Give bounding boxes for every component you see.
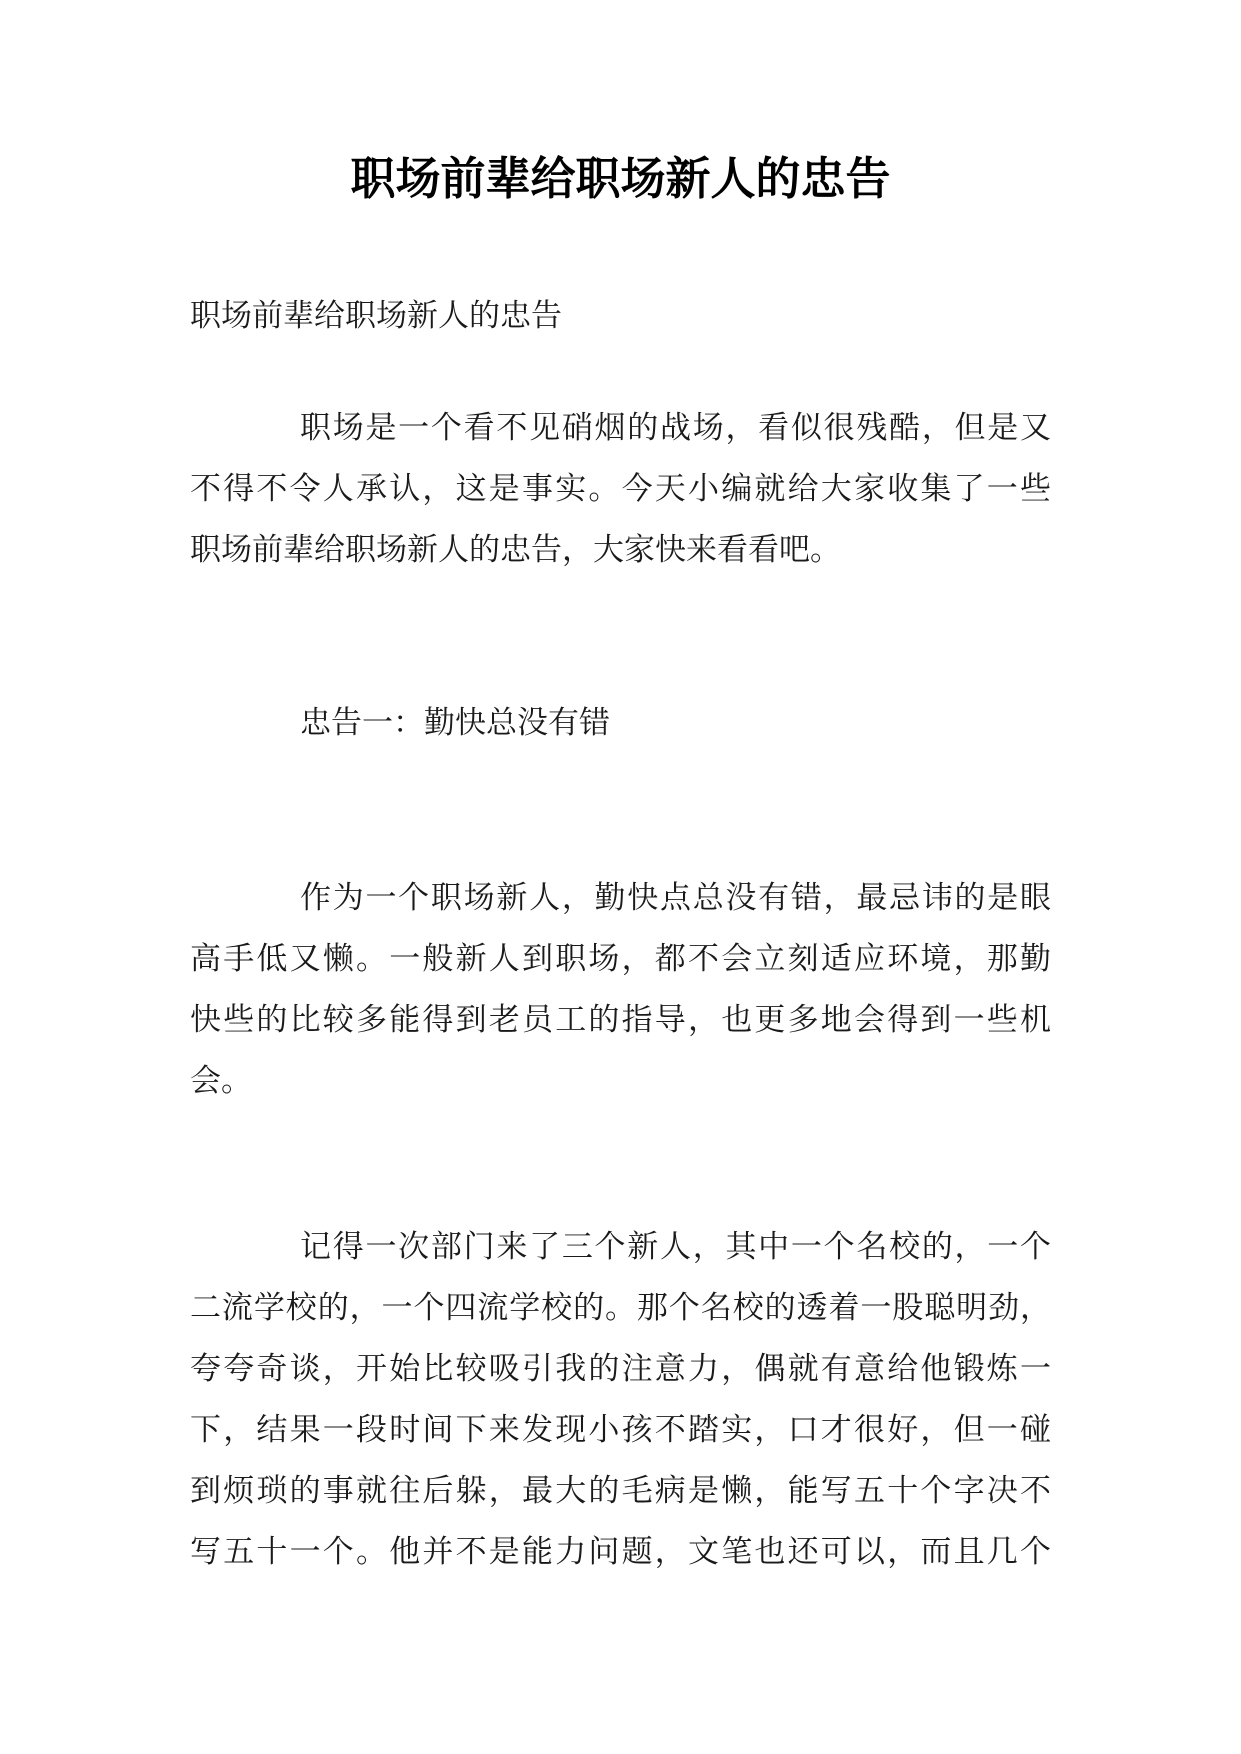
paragraph-line: 高手低又懒。一般新人到职场，都不会立刻适应环境，那勤 [190, 941, 1051, 977]
paragraph-2 [190, 868, 1051, 1112]
paragraph-line: 二流学校的，一个四流学校的。那个名校的透着一股聪明劲， [190, 1290, 1051, 1326]
section-heading-text: 忠告一：勤快总没有错 [300, 705, 610, 741]
paragraph-line: 不得不令人承认，这是事实。今天小编就给大家收集了一些 [190, 471, 1051, 507]
intro-line: 职场前辈给职场新人的忠告 [190, 298, 562, 334]
paragraph-line: 快些的比较多能得到老员工的指导，也更多地会得到一些机 [190, 1002, 1051, 1038]
paragraph-line: 会。 [190, 1063, 252, 1099]
section-heading-1 [190, 693, 1051, 754]
intro-section [190, 286, 1051, 347]
document-title: 职场前辈给职场新人的忠告 [350, 152, 891, 205]
paragraph-line: 写五十一个。他并不是能力问题，文笔也还可以，而且几个 [190, 1534, 1051, 1570]
paragraph-line: 作为一个职场新人，勤快点总没有错，最忌讳的是眼 [300, 880, 1051, 916]
paragraph-line: 职场是一个看不见硝烟的战场，看似很残酷，但是又 [300, 410, 1051, 446]
paragraph-1 [190, 398, 1051, 581]
paragraph-line: 到烦琐的事就往后躲，最大的毛病是懒，能写五十个字决不 [190, 1473, 1051, 1509]
paragraph-line: 下，结果一段时间下来发现小孩不踏实，口才很好，但一碰 [190, 1412, 1051, 1448]
paragraph-line: 夸夸奇谈，开始比较吸引我的注意力，偶就有意给他锻炼一 [190, 1351, 1051, 1387]
paragraph-line: 职场前辈给职场新人的忠告，大家快来看看吧。 [190, 532, 841, 568]
paragraph-3 [190, 1217, 1051, 1583]
paragraph-line: 记得一次部门来了三个新人，其中一个名校的，一个 [300, 1229, 1051, 1265]
